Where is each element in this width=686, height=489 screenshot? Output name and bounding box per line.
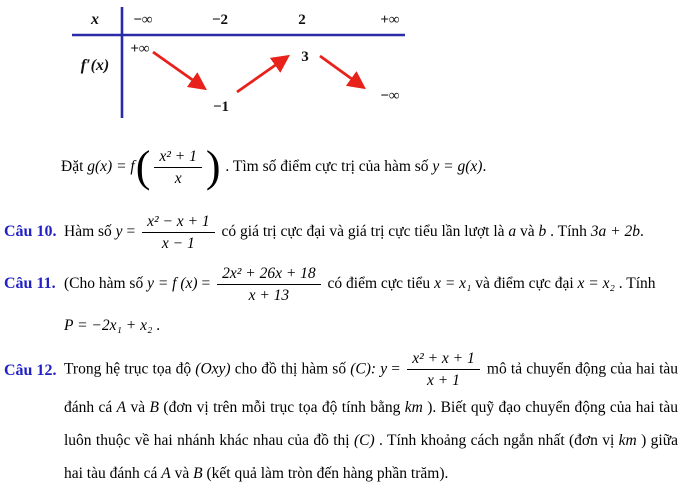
question-10-body bbox=[64, 206, 644, 258]
text-run: . bbox=[152, 317, 161, 334]
text-run: có giá trị cực đại và giá trị cực tiểu lần lượt là bbox=[217, 223, 509, 240]
question-12-label: Câu 12. bbox=[4, 362, 57, 379]
text-run: mô tả chuyển động của hai tàu đánh cá bbox=[64, 360, 679, 416]
increasing-arrow bbox=[237, 57, 287, 92]
text-run: 3a + 2b bbox=[590, 223, 641, 240]
question-11-label: Câu 11. bbox=[4, 275, 56, 292]
numerator: x² + x + 1 bbox=[407, 349, 480, 370]
denominator: x bbox=[174, 169, 182, 187]
text-run: cho đồ thị hàm số bbox=[230, 360, 351, 378]
big-paren: ) bbox=[205, 142, 221, 192]
text-run: . bbox=[482, 158, 487, 175]
fraction bbox=[154, 147, 202, 189]
denominator: x − 1 bbox=[161, 234, 195, 252]
x-value-2: 2 bbox=[298, 12, 306, 28]
text-run: A bbox=[116, 398, 127, 416]
text-run: . Tính bbox=[546, 223, 591, 240]
numerator: x² + 1 bbox=[154, 147, 202, 168]
x-value-plus-inf: +∞ bbox=[380, 12, 400, 28]
big-paren: ( bbox=[135, 142, 151, 192]
intro-line bbox=[61, 140, 486, 194]
f-max-value: 3 bbox=[301, 49, 309, 65]
x-header-cell: x bbox=[91, 11, 99, 28]
text-run: ). Biết quỹ đạo chuyển động của hai tàu luôn thuộc về hai nhánh khác nhau của đồ thị bbox=[64, 398, 678, 449]
text-run: . Tìm số điểm cực trị của hàm số bbox=[221, 158, 433, 175]
numerator: x² − x + 1 bbox=[142, 212, 215, 233]
f-header-cell: f′(x) bbox=[80, 57, 110, 74]
text-run: (Oxy) bbox=[195, 360, 231, 378]
text-run: x = x₂ bbox=[577, 275, 615, 292]
text-run: có điểm cực tiểu bbox=[323, 275, 435, 292]
question-11-line1 bbox=[64, 258, 656, 310]
text-run: B bbox=[193, 464, 203, 482]
text-run: (kết quả làm tròn đến hàng phần trăm). bbox=[202, 464, 449, 482]
text-run: ) giữa hai tàu đánh cá bbox=[64, 431, 679, 482]
text-run: (Cho hàm số bbox=[64, 275, 148, 292]
text-run: Trong hệ trục tọa độ bbox=[64, 360, 196, 378]
question-11-line2 bbox=[64, 314, 160, 338]
text-run: g(x) = f bbox=[87, 158, 135, 175]
numerator: 2x² + 26x + 18 bbox=[217, 264, 321, 285]
text-run: = bbox=[387, 360, 405, 378]
question-12-body bbox=[64, 349, 678, 489]
x-value-minus-inf: −∞ bbox=[133, 12, 153, 28]
text-run: Đặt bbox=[61, 158, 88, 175]
text-run: Hàm số bbox=[64, 223, 116, 240]
text-run: = bbox=[197, 275, 215, 292]
text-run: y = f (x) bbox=[147, 275, 198, 292]
denominator: x + 1 bbox=[427, 372, 460, 390]
text-run: . Tính khoảng cách ngắn nhất (đơn vị bbox=[374, 431, 619, 449]
variation-table bbox=[40, 3, 430, 121]
text-run: . Tính bbox=[614, 275, 656, 292]
text-run: (C): y bbox=[350, 360, 388, 378]
text-run: và bbox=[170, 464, 194, 482]
text-run: km bbox=[404, 398, 423, 416]
denominator: x + 13 bbox=[248, 286, 290, 304]
text-run: và bbox=[516, 223, 539, 240]
fraction bbox=[142, 212, 215, 254]
f-start-value: +∞ bbox=[130, 41, 150, 57]
text-run: B bbox=[149, 398, 160, 416]
f-min-value: −1 bbox=[212, 99, 230, 115]
text-run: x = x₁ bbox=[434, 275, 472, 292]
text-run: và bbox=[126, 398, 150, 416]
decreasing-arrow-1 bbox=[153, 52, 204, 88]
text-run: và điểm cực đại bbox=[471, 275, 578, 292]
text-run: (C) bbox=[353, 431, 375, 449]
text-run: y bbox=[115, 223, 123, 240]
f-end-value: −∞ bbox=[380, 88, 400, 104]
text-run: y = g(x) bbox=[432, 158, 483, 175]
text-run: P = −2x₁ + x₂ bbox=[64, 317, 153, 334]
text-run: (đơn vị trên mỗi trục tọa độ tính bằng bbox=[159, 398, 405, 416]
fraction bbox=[407, 349, 480, 391]
decreasing-arrow-2 bbox=[320, 56, 363, 87]
question-10-label: Câu 10. bbox=[4, 223, 57, 240]
text-run: A bbox=[161, 464, 171, 482]
x-value-minus-2: −2 bbox=[211, 12, 229, 28]
text-run: b bbox=[538, 223, 547, 240]
text-run: a bbox=[508, 223, 517, 240]
text-run: . bbox=[640, 223, 644, 240]
text-run: = bbox=[122, 223, 140, 240]
text-run: km bbox=[618, 431, 637, 449]
fraction bbox=[217, 264, 321, 306]
